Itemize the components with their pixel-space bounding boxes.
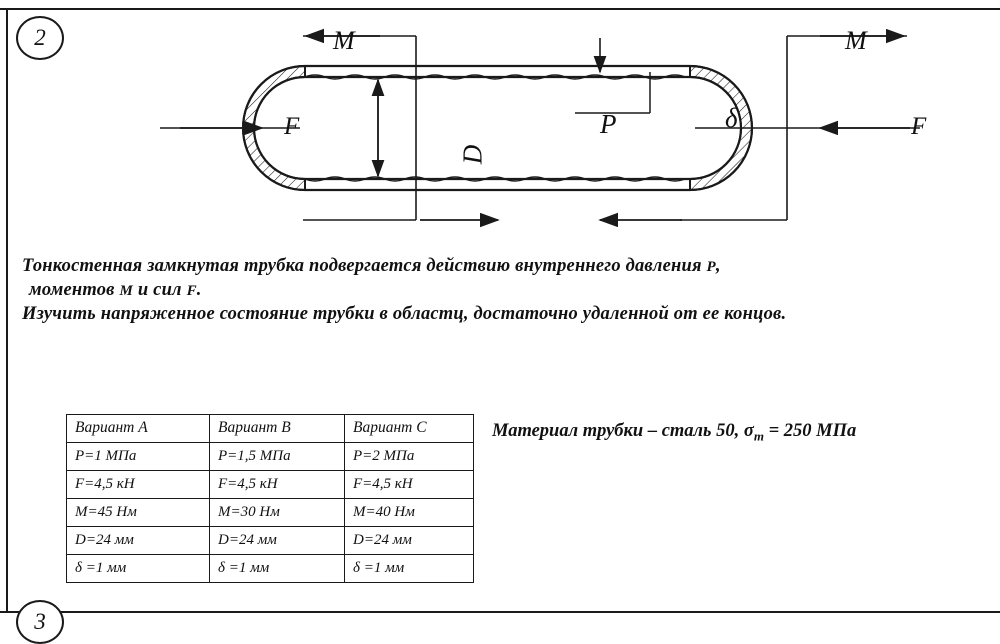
material-note-value: = 250 МПа [764, 421, 857, 441]
statement-line-1 [22, 256, 987, 277]
statement-line-1-text: Тонкостенная замкнутая трубка подвергается действию внутреннего давления [22, 256, 707, 276]
statement-line-2-tail: . [196, 280, 202, 300]
wall-thickness-label: δ [725, 103, 738, 133]
material-note-prefix: Материал трубки – сталь 50, [492, 421, 744, 441]
cell-pressure-a: P=1 МПа [67, 443, 210, 471]
moment-right-label: M [845, 26, 867, 55]
table-row [67, 555, 474, 583]
cell-pressure-b: P=1,5 МПа [210, 443, 345, 471]
statement-line-2-symbol-f: F [186, 283, 197, 299]
next-task-number-badge [16, 600, 64, 644]
cell-force-c: F=4,5 кН [345, 471, 474, 499]
cell-diameter-b: D=24 мм [210, 527, 345, 555]
cell-force-b: F=4,5 кН [210, 471, 345, 499]
diameter-label: D [457, 144, 488, 165]
cell-moment-c: M=40 Нм [345, 499, 474, 527]
statement-line-2 [22, 280, 987, 301]
table-row [67, 471, 474, 499]
moment-left-label: M [333, 26, 355, 55]
tube-diagram [120, 8, 990, 248]
cell-thickness-b: δ =1 мм [210, 555, 345, 583]
statement-line-2-mid: и сил [133, 280, 187, 300]
cell-moment-a: M=45 Нм [67, 499, 210, 527]
statement-line-1-tail: , [715, 256, 721, 276]
cell-thickness-a: δ =1 мм [67, 555, 210, 583]
task-number-badge [16, 16, 64, 60]
statement-line-1-symbol-p: P [706, 259, 716, 275]
cell-force-a: F=4,5 кН [67, 471, 210, 499]
force-left-label: F [284, 113, 300, 140]
statement-line-3: Изучить напряженное состояние трубки в областц, достаточно удаленной от ее концов. [22, 304, 787, 324]
cell-pressure-c: P=2 МПа [345, 443, 474, 471]
column-header-variant-c: Вариант C [345, 415, 474, 443]
material-note [492, 421, 856, 445]
yield-stress-symbol: σ [743, 421, 754, 441]
table-row [67, 443, 474, 471]
force-right-label: F [911, 113, 927, 140]
page-bottom-border [0, 611, 1000, 613]
column-header-variant-a: Вариант A [67, 415, 210, 443]
cell-diameter-c: D=24 мм [345, 527, 474, 555]
pressure-label: P [600, 109, 617, 139]
cell-diameter-a: D=24 мм [67, 527, 210, 555]
problem-statement [22, 256, 987, 328]
variants-table [66, 414, 474, 583]
statement-line-2-text: моментов [29, 280, 120, 300]
table-row [67, 527, 474, 555]
cell-moment-b: M=30 Нм [210, 499, 345, 527]
statement-line-2-symbol-m: M [119, 283, 134, 299]
page-left-border [6, 8, 8, 613]
column-header-variant-b: Вариант B [210, 415, 345, 443]
yield-stress-subscript: т [753, 428, 764, 444]
table-row [67, 499, 474, 527]
task-number-label: 2 [34, 25, 46, 50]
next-task-number-label: 3 [34, 609, 46, 634]
cell-thickness-c: δ =1 мм [345, 555, 474, 583]
table-header-row [67, 415, 474, 443]
